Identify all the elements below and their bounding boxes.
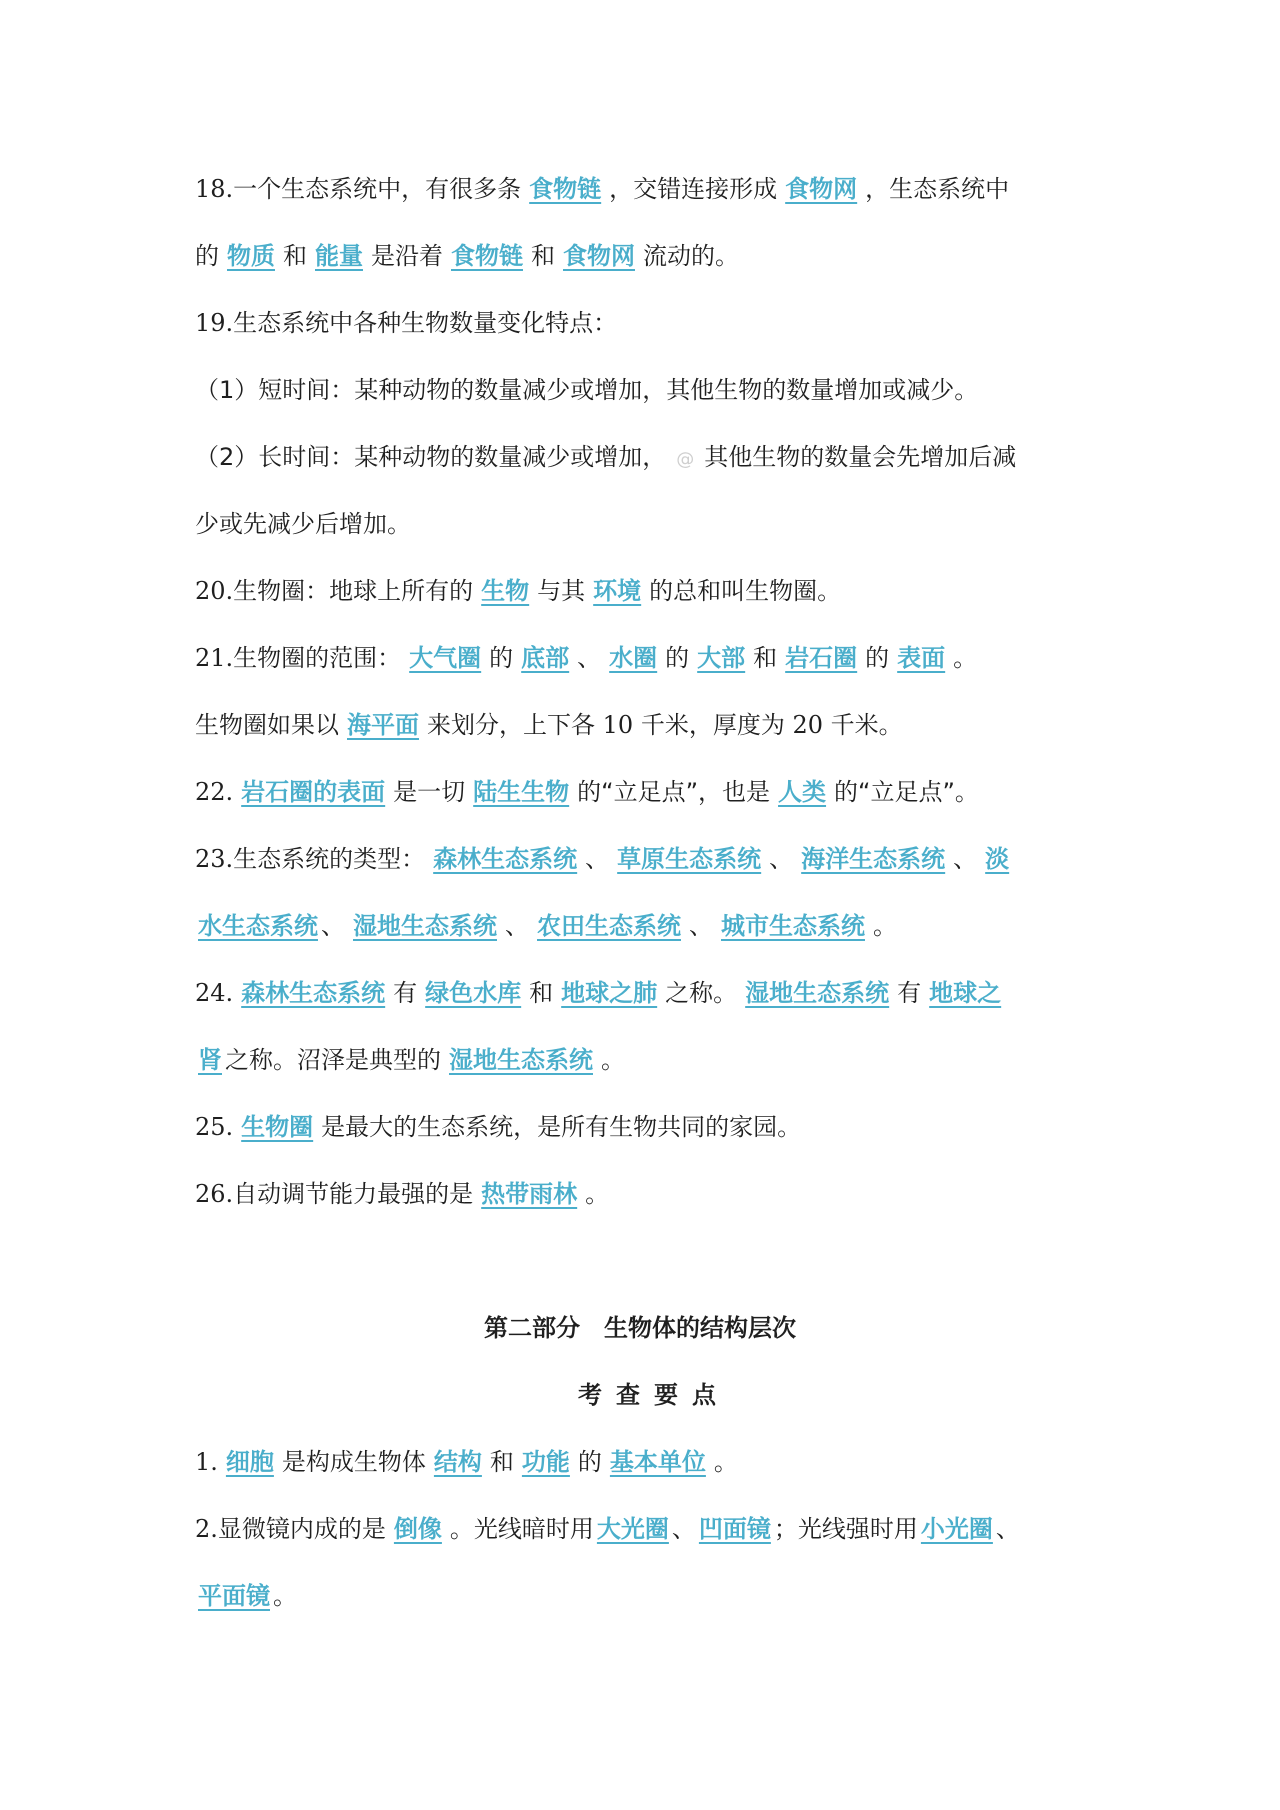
q18-text-7: 和 bbox=[531, 242, 555, 270]
p2-q1-text-2: 和 bbox=[489, 1448, 514, 1476]
answer-blank: 倒像 bbox=[393, 1515, 442, 1543]
answer-blank: 肾 bbox=[198, 1046, 222, 1074]
answer-blank: 食物网 bbox=[785, 175, 858, 203]
q21-number: 21. bbox=[195, 644, 234, 672]
answer-blank: 草原生态系统 bbox=[617, 845, 762, 873]
answer-blank: 食物链 bbox=[451, 242, 523, 270]
q21-text-6: 的 bbox=[865, 644, 890, 672]
answer-blank: 环境 bbox=[593, 577, 642, 605]
answer-blank: 森林生态系统 bbox=[433, 845, 578, 873]
q19-sub-1 bbox=[195, 373, 1095, 407]
section-subtitle: 考查要点 bbox=[578, 1381, 730, 1409]
q20-text-2: 与其 bbox=[537, 577, 586, 605]
answer-blank: 大光圈 bbox=[596, 1515, 669, 1543]
q21-text-10: 千米，厚度为 bbox=[640, 711, 785, 739]
separator: 、 bbox=[321, 912, 345, 940]
p2-q2-text-1: 显微镜内成的是 bbox=[217, 1515, 386, 1543]
q24-text-3: 之称。 bbox=[665, 979, 738, 1007]
q22-text-2: 的“立足点”，也是 bbox=[577, 778, 771, 806]
answer-blank: 生物圈 bbox=[241, 1113, 314, 1141]
separator: 、 bbox=[769, 845, 794, 873]
q21-text-5: 和 bbox=[753, 644, 778, 672]
q24-text-6: 。 bbox=[601, 1046, 625, 1074]
q18-number: 18. bbox=[195, 175, 234, 203]
q19-line-1 bbox=[195, 306, 1095, 340]
q18-text-2: ，交错连接形成 bbox=[609, 175, 778, 203]
separator: 、 bbox=[585, 845, 610, 873]
answer-blank: 基本单位 bbox=[609, 1448, 706, 1476]
q21-text-1: 生物圈的范围： bbox=[233, 644, 402, 672]
p2-q1-text-1: 是构成生物体 bbox=[281, 1448, 426, 1476]
q21-text-7: 。 bbox=[953, 644, 978, 672]
q22-text-1: 是一切 bbox=[393, 778, 466, 806]
q23-line-1 bbox=[195, 842, 1095, 876]
q24-number: 24. bbox=[195, 979, 234, 1007]
q19-sub-1-text: 短时间：某种动物的数量减少或增加，其他生物的数量增加或减少。 bbox=[258, 376, 979, 404]
q26-number: 26. bbox=[195, 1180, 234, 1208]
q20-text-3: 的总和叫生物圈。 bbox=[649, 577, 842, 605]
q19-number: 19. bbox=[195, 309, 234, 337]
q26-text-1: 自动调节能力最强的是 bbox=[233, 1180, 474, 1208]
q18-text-3: ，生态系统中 bbox=[865, 175, 1010, 203]
q23-end: 。 bbox=[873, 912, 897, 940]
answer-blank: 地球之 bbox=[929, 979, 1002, 1007]
answer-blank: 大部 bbox=[697, 644, 746, 672]
q21-line-2 bbox=[195, 708, 1095, 742]
answer-blank: 岩石圈 bbox=[785, 644, 858, 672]
q21-text-11: 千米。 bbox=[830, 711, 903, 739]
q24-line-2 bbox=[195, 1043, 1095, 1077]
answer-blank: 海平面 bbox=[347, 711, 419, 739]
answer-blank: 物质 bbox=[227, 242, 275, 270]
answer-blank: 地球之肺 bbox=[561, 979, 658, 1007]
q18-text-4: 的 bbox=[195, 242, 219, 270]
p2-q2-text-2: 。光线暗时用 bbox=[449, 1515, 594, 1543]
p2-q2-line-1 bbox=[195, 1512, 1095, 1546]
p2-q1-text-4: 。 bbox=[713, 1448, 738, 1476]
q24-text-4: 有 bbox=[897, 979, 922, 1007]
p2-q1-line bbox=[195, 1445, 1095, 1479]
answer-blank: 岩石圈的表面 bbox=[241, 778, 386, 806]
answer-blank: 森林生态系统 bbox=[241, 979, 386, 1007]
q24-text-1: 有 bbox=[393, 979, 418, 1007]
q19-sub-2-text-3: 少或先减少后增加。 bbox=[195, 510, 411, 538]
answer-blank: 热带雨林 bbox=[481, 1180, 578, 1208]
answer-blank: 大气圈 bbox=[409, 644, 482, 672]
q19-sub-1-label: （1） bbox=[195, 376, 259, 404]
answer-blank: 人类 bbox=[778, 778, 827, 806]
p2-q1-number: 1. bbox=[195, 1448, 218, 1476]
q24-text-5: 之称。沼泽是典型的 bbox=[225, 1046, 441, 1074]
answer-blank: 陆生生物 bbox=[473, 778, 570, 806]
separator: 、 bbox=[505, 912, 529, 940]
q21-line-1 bbox=[195, 641, 1095, 675]
answer-blank: 淡 bbox=[985, 845, 1010, 873]
answer-blank: 能量 bbox=[315, 242, 363, 270]
p2-q2-line-2 bbox=[195, 1579, 1095, 1613]
q24-line-1 bbox=[195, 976, 1095, 1010]
q21-number-20: 20 bbox=[792, 711, 824, 739]
q25-number: 25. bbox=[195, 1113, 234, 1141]
q24-text-2: 和 bbox=[529, 979, 554, 1007]
answer-blank: 湿地生态系统 bbox=[353, 912, 497, 940]
q18-text-5: 和 bbox=[283, 242, 307, 270]
q18-line-2 bbox=[195, 239, 1095, 273]
q18-text-1: 一个生态系统中，有很多条 bbox=[233, 175, 522, 203]
answer-blank: 凹面镜 bbox=[698, 1515, 771, 1543]
p2-q2-text-3: 、 bbox=[671, 1515, 696, 1543]
answer-blank: 食物链 bbox=[529, 175, 602, 203]
q23-text-1: 生态系统的类型： bbox=[233, 845, 426, 873]
answer-blank: 表面 bbox=[897, 644, 946, 672]
q20-text-1: 生物圈：地球上所有的 bbox=[233, 577, 474, 605]
q22-text-3: 的“立足点”。 bbox=[834, 778, 979, 806]
p2-q2-text-6: 。 bbox=[273, 1582, 297, 1610]
q21-text-8: 生物圈如果以 bbox=[195, 711, 339, 739]
answer-blank: 细胞 bbox=[225, 1448, 274, 1476]
p2-q1-text-3: 的 bbox=[577, 1448, 602, 1476]
answer-blank: 底部 bbox=[521, 644, 570, 672]
q19-sub-2-cont bbox=[195, 507, 1095, 541]
answer-blank: 食物网 bbox=[563, 242, 635, 270]
q22-line bbox=[195, 775, 1095, 809]
q21-text-3: 、 bbox=[577, 644, 602, 672]
q18-line-1 bbox=[195, 172, 1095, 206]
answer-blank: 水生态系统 bbox=[198, 912, 318, 940]
q20-number: 20. bbox=[195, 577, 234, 605]
q18-text-8: 流动的。 bbox=[643, 242, 739, 270]
q19-text-1: 生态系统中各种生物数量变化特点： bbox=[233, 309, 618, 337]
answer-blank: 生物 bbox=[481, 577, 530, 605]
p2-q2-text-5: 、 bbox=[995, 1515, 1020, 1543]
q23-line-2 bbox=[195, 909, 1095, 943]
q19-sub-2-text-2: 其他生物的数量会先增加后减 bbox=[704, 443, 1017, 471]
q19-sub-2 bbox=[195, 440, 1095, 477]
q25-line bbox=[195, 1110, 1095, 1144]
q25-text-1: 是最大的生态系统，是所有生物共同的家园。 bbox=[321, 1113, 802, 1141]
q18-text-6: 是沿着 bbox=[371, 242, 443, 270]
section-title: 第二部分 生物体的结构层次 bbox=[484, 1314, 796, 1342]
q19-sub-2-text-1: 长时间：某种动物的数量减少或增加， bbox=[258, 443, 667, 471]
q22-number: 22. bbox=[195, 778, 234, 806]
q21-text-2: 的 bbox=[489, 644, 514, 672]
answer-blank: 海洋生态系统 bbox=[801, 845, 946, 873]
answer-blank: 平面镜 bbox=[198, 1582, 270, 1610]
q19-sub-2-label: （2） bbox=[195, 443, 259, 471]
q23-number: 23. bbox=[195, 845, 234, 873]
answer-blank: 水圈 bbox=[609, 644, 658, 672]
q20-line bbox=[195, 574, 1095, 608]
answer-blank: 结构 bbox=[433, 1448, 482, 1476]
separator: 、 bbox=[953, 845, 978, 873]
answer-blank: 农田生态系统 bbox=[537, 912, 681, 940]
answer-blank: 湿地生态系统 bbox=[449, 1046, 593, 1074]
answer-blank: 湿地生态系统 bbox=[745, 979, 890, 1007]
q26-line bbox=[195, 1177, 1095, 1211]
answer-blank: 城市生态系统 bbox=[721, 912, 865, 940]
at-mark-icon: @ bbox=[676, 449, 695, 470]
answer-blank: 绿色水库 bbox=[425, 979, 522, 1007]
q21-number-10: 10 bbox=[602, 711, 634, 739]
q26-text-2: 。 bbox=[585, 1180, 610, 1208]
answer-blank: 功能 bbox=[521, 1448, 570, 1476]
answer-blank: 小光圈 bbox=[920, 1515, 993, 1543]
p2-q2-number: 2. bbox=[195, 1515, 218, 1543]
q21-text-9: 来划分，上下各 bbox=[427, 711, 595, 739]
p2-q2-text-4: ；光线强时用 bbox=[773, 1515, 918, 1543]
separator: 、 bbox=[689, 912, 713, 940]
q21-text-4: 的 bbox=[665, 644, 690, 672]
